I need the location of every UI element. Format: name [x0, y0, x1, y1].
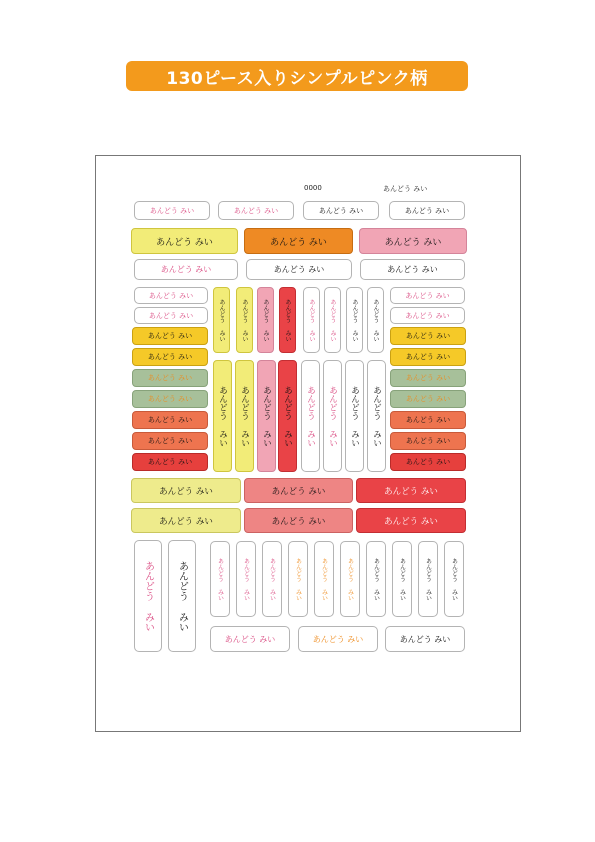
name-label: あんどう みい — [303, 287, 320, 353]
name-label: あんどう みい — [132, 453, 208, 471]
name-label: あんどう みい — [360, 259, 465, 280]
name-label: あんどう みい — [367, 287, 384, 353]
name-label: あんどう みい — [444, 541, 464, 617]
name-label: あんどう みい — [134, 259, 238, 280]
name-label: あんどう みい — [210, 626, 290, 652]
name-label: あんどう みい — [346, 287, 363, 353]
name-label: あんどう みい — [359, 228, 467, 254]
name-label: あんどう みい — [132, 369, 208, 387]
name-label: あんどう みい — [298, 626, 378, 652]
name-label: あんどう みい — [134, 287, 208, 304]
name-label: あんどう みい — [236, 287, 253, 353]
name-label: あんどう みい — [390, 307, 465, 324]
name-label: あんどう みい — [134, 201, 210, 220]
name-label: あんどう みい — [345, 360, 364, 472]
name-label: あんどう みい — [131, 508, 241, 533]
name-label: あんどう みい — [340, 541, 360, 617]
label-sheet — [95, 155, 521, 732]
name-label: あんどう みい — [390, 432, 466, 450]
sheet-code: 0000 — [304, 184, 322, 192]
name-label: あんどう みい — [278, 360, 297, 472]
name-label: あんどう みい — [324, 287, 341, 353]
name-label: あんどう みい — [244, 508, 353, 533]
name-label: あんどう みい — [218, 201, 294, 220]
name-label: あんどう みい — [390, 369, 466, 387]
name-label: あんどう みい — [390, 287, 465, 304]
name-label: あんどう みい — [210, 541, 230, 617]
name-label: あんどう みい — [262, 541, 282, 617]
name-label: あんどう みい — [131, 228, 238, 254]
name-label: あんどう みい — [168, 540, 196, 652]
name-label: あんどう みい — [132, 327, 208, 345]
name-label: あんどう みい — [244, 228, 353, 254]
name-label: あんどう みい — [390, 327, 466, 345]
name-label: あんどう みい — [392, 541, 412, 617]
name-label: あんどう みい — [131, 478, 241, 503]
name-label: あんどう みい — [356, 478, 466, 503]
name-label: あんどう みい — [301, 360, 320, 472]
name-label: あんどう みい — [132, 432, 208, 450]
name-label: あんどう みい — [389, 201, 465, 220]
name-label: あんどう みい — [288, 541, 308, 617]
name-label: あんどう みい — [236, 541, 256, 617]
name-label: あんどう みい — [235, 360, 254, 472]
name-label: あんどう みい — [246, 259, 352, 280]
name-label: あんどう みい — [390, 390, 466, 408]
name-label: あんどう みい — [366, 541, 386, 617]
name-label: あんどう みい — [356, 508, 466, 533]
name-label: あんどう みい — [257, 360, 276, 472]
name-label: あんどう みい — [134, 540, 162, 652]
name-label: あんどう みい — [418, 541, 438, 617]
name-label: あんどう みい — [279, 287, 296, 353]
name-label: あんどう みい — [390, 348, 466, 366]
name-label: あんどう みい — [213, 360, 232, 472]
name-label: あんどう みい — [303, 201, 379, 220]
sheet-header-name: あんどう みい — [383, 185, 428, 193]
name-label: あんどう みい — [385, 626, 465, 652]
page-title: 130ピース入りシンプルピンク柄 — [126, 61, 468, 91]
name-label: あんどう みい — [213, 287, 230, 353]
name-label: あんどう みい — [132, 411, 208, 429]
name-label: あんどう みい — [257, 287, 274, 353]
name-label: あんどう みい — [390, 411, 466, 429]
name-label: あんどう みい — [314, 541, 334, 617]
name-label: あんどう みい — [367, 360, 386, 472]
name-label: あんどう みい — [132, 348, 208, 366]
name-label: あんどう みい — [134, 307, 208, 324]
name-label: あんどう みい — [323, 360, 342, 472]
name-label: あんどう みい — [244, 478, 353, 503]
name-label: あんどう みい — [132, 390, 208, 408]
name-label: あんどう みい — [390, 453, 466, 471]
